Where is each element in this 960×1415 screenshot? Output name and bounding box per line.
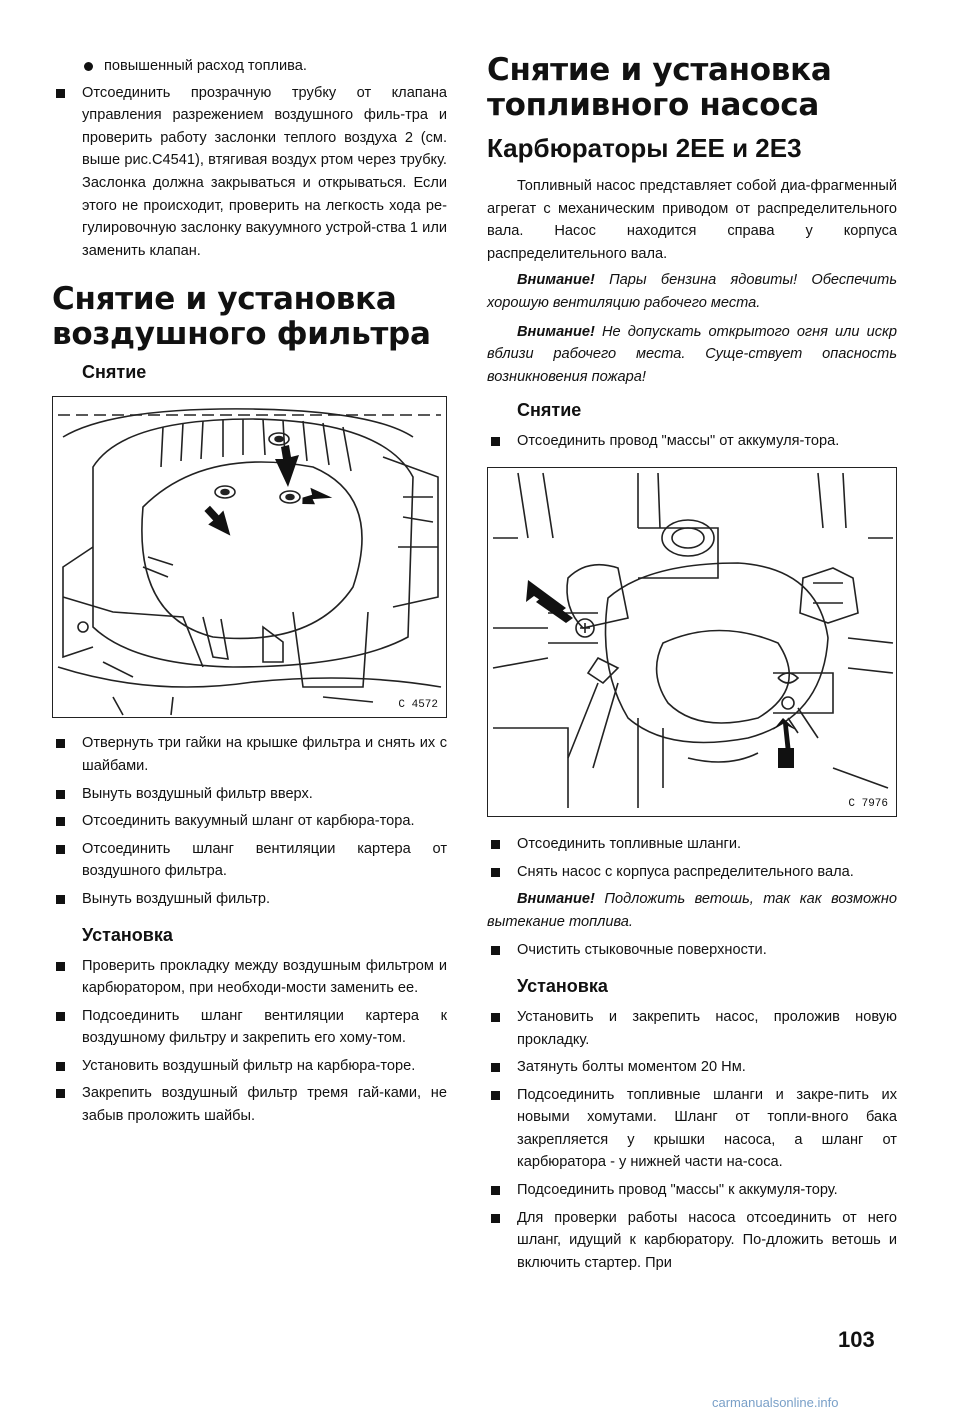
- fuel-pump-illustration: [488, 468, 896, 816]
- fuel-pump-figure: [487, 467, 897, 817]
- bullet-square: [56, 739, 65, 748]
- list-item-text: Проверить прокладку между воздушным фильтром и карбюратором, при необходи-мости заменить ее.: [82, 957, 447, 997]
- warning-1: [487, 269, 897, 314]
- bullet-square: [491, 1214, 500, 1223]
- list-item-text: Отсоединить топливные шланги.: [517, 835, 742, 852]
- list-item: [52, 1055, 447, 1078]
- warning-text: Не допускать открытого огня или искр вблизи рабочего места. Суще-ствует опасность возникновения пожара!: [487, 323, 898, 385]
- list-item: [52, 888, 447, 911]
- fuel-pump-heading-line2: топливного насоса: [487, 87, 819, 123]
- warning-3: [487, 888, 897, 933]
- bullet-square: [56, 1089, 65, 1098]
- list-item: [52, 810, 447, 833]
- list-item: [52, 732, 447, 777]
- page-number: 103: [838, 1327, 875, 1352]
- list-item-text: Вынуть воздушный фильтр.: [82, 890, 271, 907]
- list-item-text: Подсоединить шланг вентиляции картера к воздушному фильтру и закрепить его хому-том.: [82, 1007, 447, 1047]
- bullet-square: [491, 1063, 500, 1072]
- list-item-text: Закрепить воздушный фильтр тремя гай-ками, не забыв проложить шайбы.: [82, 1085, 447, 1125]
- list-item: [487, 833, 897, 856]
- air-filter-heading-line1: Снятие и установка: [52, 281, 397, 318]
- right-column: [487, 52, 898, 1279]
- warning-label: Внимание!: [517, 272, 595, 289]
- watermark: carmanualsonline.info: [712, 1395, 839, 1410]
- air-filter-removal-steps: [52, 732, 447, 910]
- bullet-square: [491, 1186, 500, 1195]
- list-item: [52, 1005, 447, 1050]
- list-item: [487, 1006, 897, 1051]
- bullet-square: [56, 790, 65, 799]
- list-item: [487, 939, 897, 962]
- list-item-text: Подсоединить провод "массы" к аккумуля-тору.: [517, 1182, 838, 1199]
- fuel-pump-install-title: Установка: [517, 975, 608, 996]
- warning-text: Пары бензина ядовиты! Обеспечить хорошую вентиляцию рабочего места.: [487, 272, 897, 311]
- bullet-square: [491, 437, 500, 446]
- list-item: [52, 955, 447, 1000]
- list-item-text: Для проверки работы насоса отсоединить от него шланг, идущий к карбюратору. По-дложить ветошь и включить стартер. При: [517, 1209, 897, 1271]
- air-filter-heading-line2: воздушного фильтра: [52, 316, 431, 353]
- figure-label: C 7976: [848, 797, 888, 810]
- list-item: [487, 861, 897, 884]
- bullet-square: [491, 840, 500, 849]
- figure-label: C 4572: [398, 699, 438, 712]
- list-item: [52, 783, 447, 806]
- bullet-square: [56, 962, 65, 971]
- list-item: [52, 838, 447, 883]
- list-item: [487, 1179, 897, 1202]
- bullet-square: [56, 1062, 65, 1071]
- list-item-text: Очистить стыковочные поверхности.: [517, 942, 767, 959]
- warning-label: Внимание!: [517, 323, 595, 340]
- list-item-text: Затянуть болты моментом 20 Нм.: [517, 1059, 746, 1076]
- fuel-pump-intro: Топливный насос представляет собой диа-фрагменный агрегат с механическим приводом от распределительного вала. Насос находится справа у корпуса распределительного вала.: [487, 178, 897, 262]
- list-item: [487, 430, 897, 453]
- list-item: [487, 1207, 897, 1275]
- bullet-square: [491, 1091, 500, 1100]
- fuel-pump-install-steps: [487, 1006, 897, 1275]
- air-filter-install-title: Установка: [82, 924, 173, 945]
- fuel-pump-heading-line1: Снятие и установка: [487, 52, 832, 88]
- list-item-text: Отсоединить вакуумный шланг от карбюра-тора.: [82, 813, 415, 830]
- list-item-text: Отвернуть три гайки на крышке фильтра и снять их с шайбами.: [82, 735, 447, 774]
- list-item-text: Отсоединить провод "массы" от аккумуля-тора.: [517, 433, 840, 450]
- list-item-text: Установить и закрепить насос, проложив новую прокладку.: [517, 1008, 897, 1048]
- air-filter-removal-title: Снятие: [82, 362, 147, 383]
- list-item-text: Установить воздушный фильтр на карбюра-торе.: [82, 1057, 416, 1074]
- list-item: [487, 1056, 897, 1079]
- bullet-square: [491, 868, 500, 877]
- bullet-square: [56, 845, 65, 854]
- air-filter-install-steps: [52, 955, 447, 1128]
- warning-label: Внимание!: [517, 891, 595, 908]
- left-column: [52, 55, 447, 1133]
- air-filter-figure: [52, 396, 447, 718]
- fuel-pump-heading: [487, 53, 897, 123]
- intro-dot-item: [52, 55, 447, 78]
- bullet-square: [491, 1013, 500, 1022]
- list-item-text: Отсоединить шланг вентиляции картера от воздушного фильтра.: [82, 840, 447, 880]
- intro-bullet: [52, 82, 447, 263]
- intro-dot-text: повышенный расход топлива.: [104, 58, 307, 74]
- warning-2: [487, 321, 897, 389]
- warning-text: Подложить ветошь, так как возможно вытекание топлива.: [487, 891, 897, 930]
- bullet-square: [56, 1012, 65, 1021]
- fuel-pump-removal-title: Снятие: [517, 400, 582, 421]
- bullet-square: [56, 89, 65, 98]
- intro-bullet-text: Отсоединить прозрачную трубку от клапана управления разрежением воздушного филь-тра и проверить работу заслонки теплого воздуха 2 (см. выше рис.C4541), втягивая воздух ртом через трубку. Заслонка должна закрываться и открываться. Если этого не происходит, проверить на легкость хода ре-гулировочную заслонку вакуумного устрой-ства 1 или заменить клапан.: [82, 84, 447, 259]
- list-item-text: Вынуть воздушный фильтр вверх.: [82, 785, 313, 802]
- bullet-dot: [84, 62, 93, 71]
- bullet-square: [56, 895, 65, 904]
- list-item: [487, 1084, 897, 1174]
- bullet-square: [56, 817, 65, 826]
- carburetor-subheading: Карбюраторы 2EE и 2E3: [487, 133, 802, 163]
- air-filter-illustration: [53, 397, 446, 717]
- list-item: [52, 1082, 447, 1127]
- list-item-text: Снять насос с корпуса распределительного вала.: [517, 863, 854, 880]
- list-item-text: Подсоединить топливные шланги и закре-пить их новыми хомутами. Шланг от топли-вного бака закрепляется у крышки насоса, а шланг от карбюратора - у нижней части на-соса.: [517, 1086, 897, 1171]
- bullet-square: [491, 946, 500, 955]
- air-filter-heading: [52, 282, 447, 352]
